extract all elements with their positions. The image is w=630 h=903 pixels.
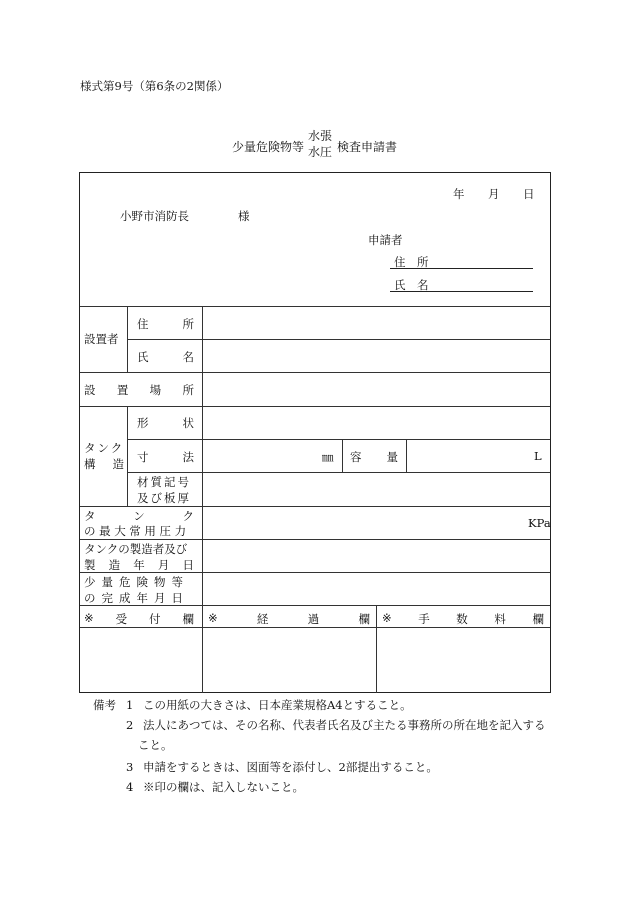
row-divider	[80, 406, 550, 407]
applicant-name-label: 氏 名	[394, 278, 429, 292]
note-2-text: 法人にあつては、その名称、代表者氏名及び主たる事務所の所在地を記入する	[143, 718, 546, 732]
progress-column-header	[208, 611, 370, 627]
date-month-label: 月	[488, 187, 500, 201]
shape-label	[137, 415, 194, 431]
char: 法	[182, 450, 194, 464]
char: 過	[307, 612, 320, 626]
char: 受	[115, 612, 128, 626]
char: 名	[182, 350, 194, 364]
note-3-text: 申請をするときは、図面等を添付し、2部提出すること。	[143, 760, 438, 774]
char: 数	[456, 612, 468, 626]
char: 月	[157, 558, 170, 572]
addressee-honorific: 様	[238, 209, 250, 223]
reception-column-header	[84, 611, 194, 627]
char: ※	[84, 611, 94, 625]
applicant-address-label: 住 所	[394, 255, 429, 269]
char: 所	[182, 317, 194, 331]
char: 寸	[137, 450, 149, 464]
material-label-line2: 及び板厚	[137, 491, 191, 505]
form-title-options	[308, 128, 332, 160]
installer-address-label	[137, 316, 194, 332]
column-divider	[376, 605, 377, 693]
char: 住	[137, 317, 149, 331]
char: 場	[149, 383, 162, 397]
material-label-line1: 材質記号	[137, 475, 191, 489]
installer-name-label	[137, 349, 194, 365]
applicant-name-underline	[390, 291, 533, 292]
char: 所	[182, 383, 194, 397]
tank-structure-label-line2	[84, 456, 124, 472]
applicant-label: 申請者	[368, 233, 403, 247]
installation-location-label	[84, 382, 194, 398]
applicant-address-underline	[390, 268, 533, 269]
form-title-suffix: 検査申請書	[337, 140, 398, 154]
char: 設	[84, 383, 96, 397]
char: 年	[133, 558, 145, 572]
fee-column-header	[382, 611, 544, 627]
char: 造	[108, 558, 121, 572]
liter-unit: L	[534, 449, 542, 463]
row-divider	[127, 339, 550, 340]
char: 氏	[137, 350, 149, 364]
date-day-label: 日	[523, 187, 535, 201]
char: 日	[182, 558, 194, 572]
manufacturer-label-line1: タンクの製造者及び	[84, 542, 188, 556]
note-1-text: この用紙の大きさは、日本産業規格A4とすること。	[143, 698, 412, 712]
row-divider	[80, 372, 550, 373]
note-2-continuation: こと。	[138, 738, 173, 752]
completion-label-line2: の完成年月日	[84, 591, 189, 605]
char: 製	[84, 558, 96, 572]
char: タ	[84, 509, 96, 523]
row-divider	[80, 506, 550, 507]
column-divider	[202, 306, 203, 506]
column-divider	[342, 439, 343, 472]
char: 料	[494, 612, 506, 626]
char: 形	[137, 416, 149, 430]
completion-label-line1: 少量危険物等	[84, 575, 189, 589]
char: 手	[418, 612, 430, 626]
note-1-number: 1	[126, 698, 134, 712]
max-pressure-label-line1	[84, 508, 194, 524]
column-divider	[127, 406, 128, 506]
form-number-label: 様式第9号（第6条の2関係）	[80, 79, 229, 93]
char: 量	[386, 450, 398, 464]
addressee-name: 小野市消防長	[120, 209, 189, 223]
column-divider	[127, 306, 128, 372]
char: ク	[182, 509, 194, 523]
char: 容	[350, 450, 362, 464]
installer-label: 設置者	[84, 332, 119, 346]
char: 欄	[532, 612, 544, 626]
char: 造	[112, 457, 124, 471]
row-divider	[80, 627, 550, 628]
row-divider	[80, 306, 550, 307]
title-option-water-fill: 水張	[308, 129, 333, 143]
char: 置	[116, 383, 129, 397]
title-option-water-pressure: 水圧	[308, 145, 333, 159]
char: 構	[84, 457, 96, 471]
row-divider	[127, 439, 550, 440]
row-divider	[127, 472, 550, 473]
form-title-prefix: 少量危険物等	[232, 140, 305, 154]
column-divider	[406, 439, 407, 472]
char: ※	[382, 611, 392, 625]
note-2-number: 2	[126, 718, 134, 732]
tank-structure-label-line1: タンク	[84, 441, 125, 455]
millimeter-unit: ㎜	[322, 450, 334, 464]
note-4-text: ※印の欄は、記入しないこと。	[143, 780, 304, 794]
note-4-number: 4	[126, 780, 134, 794]
date-year-label: 年	[453, 187, 465, 201]
notes-heading: 備考	[93, 698, 116, 712]
manufacturer-label-line2	[84, 557, 194, 573]
char: 経	[256, 612, 269, 626]
char: 欄	[182, 612, 194, 626]
row-divider	[80, 539, 550, 540]
max-pressure-label-line2: の最大常用圧力	[84, 524, 190, 538]
capacity-label	[350, 449, 398, 465]
dimensions-label	[137, 449, 194, 465]
column-divider	[202, 605, 203, 693]
note-3-number: 3	[126, 760, 134, 774]
column-divider	[202, 506, 203, 606]
char: 付	[149, 612, 161, 626]
char: ン	[133, 509, 145, 523]
char: 欄	[358, 612, 370, 626]
char: 状	[182, 416, 194, 430]
kpa-unit: KPa	[528, 516, 551, 530]
char: ※	[208, 611, 218, 625]
